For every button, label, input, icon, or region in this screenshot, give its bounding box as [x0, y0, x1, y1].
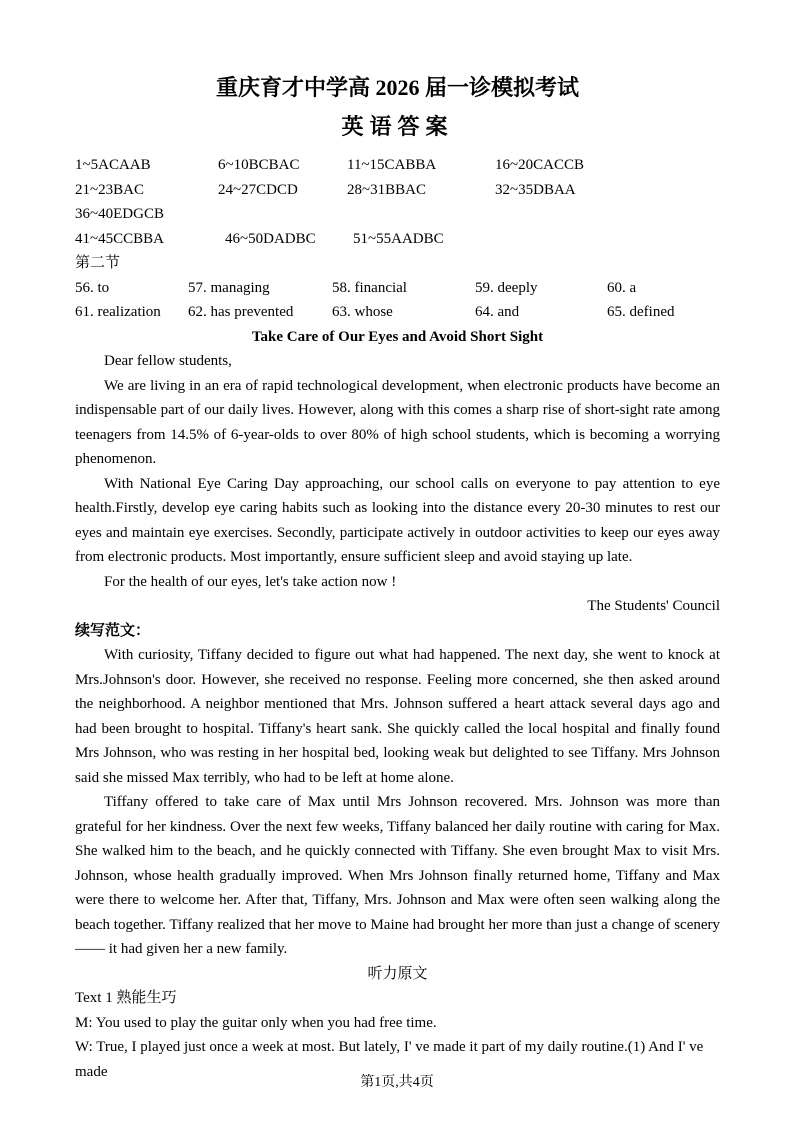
- answer-item: 59. deeply: [475, 279, 538, 296]
- answer-item: 61. realization: [75, 304, 161, 320]
- answer-range: 11~15CABBA: [347, 157, 437, 173]
- continuation-paragraph: Tiffany offered to take care of Max until Mrs Johnson recovered. Mrs. Johnson was more than grateful for her kindness. Over the next few weeks, Tiffany balanced her daily routine with caring for Max. She walked him to the beach, and he quickly connected with Tiffany. She even brought Max to visit Mrs. Johnson, whose health gradually improved. When Mrs Johnson finally returned home, Tiffany and Max were there to welcome her. After that, Tiffany, Mrs. Johnson and Max were often seen walking along the beach together. Tiffany realized that her move to Maine had brought her more than just a change of scenery—— it had given her a new family.: [75, 794, 720, 957]
- answer-row: [75, 227, 720, 252]
- essay-salutation: Dear fellow students,: [104, 353, 232, 369]
- listening-line-w: W: True, I played just once a week at most. But lately, I' ve made it part of my daily routine.(1) And I' ve made: [75, 1039, 704, 1080]
- answer-range: 1~5ACAAB: [75, 157, 151, 173]
- answer-range: 51~55AADBC: [353, 230, 444, 247]
- answer-row: [75, 178, 720, 203]
- answer-range: 32~35DBAA: [495, 181, 576, 198]
- answer-range: 28~31BBAC: [347, 181, 426, 198]
- essay-paragraph: With National Eye Caring Day approaching, our school calls on everyone to pay attention to eye health.Firstly, develop eye caring habits such as looking into the distance every 20-30 minutes to rest our eyes and maintain eye exercises. Secondly, participate actively in outdoor activities to keep our eyes away from electronic products. Most importantly, ensure sufficient sleep and avoid staying up late.: [75, 475, 720, 565]
- page-title: 重庆育才中学高 2026 届一诊模拟考试: [215, 75, 579, 100]
- answer-row: [75, 276, 720, 301]
- answer-range: 24~27CDCD: [218, 181, 298, 198]
- fill-answers-block: [75, 276, 720, 325]
- answer-range: 21~23BAC: [75, 181, 144, 198]
- answer-item: 64. and: [475, 304, 520, 320]
- listening-heading: 听力原文: [367, 965, 428, 982]
- section2-label: 第二节: [75, 255, 121, 271]
- answer-item: 65. defined: [607, 304, 675, 320]
- answer-item: 58. financial: [332, 279, 407, 296]
- choice-answers-block: [75, 153, 720, 251]
- answer-range: 41~45CCBBA: [75, 230, 164, 247]
- listening-line-m: M: You used to play the guitar only when you had free time.: [75, 1014, 437, 1031]
- page-subtitle: 英语答案: [341, 114, 454, 139]
- essay-paragraph: We are living in an era of rapid technological development, when electronic products have become an indispensable part of our daily lives. However, along with this comes a sharp rise of short-sight rate among teenagers from 14.5% of 6-year-olds to over 80% of high school students, which is becoming a worrying phenomenon.: [75, 377, 720, 467]
- essay-title: Take Care of Our Eyes and Avoid Short Sight: [251, 328, 544, 345]
- answer-row: [75, 300, 720, 325]
- essay-closing: For the health of our eyes, let's take action now !: [104, 573, 397, 590]
- answer-range: 36~40EDGCB: [75, 206, 164, 222]
- listening-text1-label: Text 1 熟能生巧: [75, 990, 177, 1006]
- answer-item: 57. managing: [188, 279, 270, 296]
- essay-signature: The Students' Council: [587, 598, 720, 614]
- continuation-paragraph: With curiosity, Tiffany decided to figure out what had happened. The next day, she went to knock at Mrs.Johnson's door. However, she received no response. Feeling more concerned, she then asked around the neighborhood. A neighbor mentioned that Mrs. Johnson suffered a heart attack several days ago and had been brought to hospital. Tiffany's heart sank. She quickly called the local hospital and finally found Mrs Johnson, who was resting in her hospital bed, looking weak but delighted to see Tiffany. Mrs Johnson said she missed Max terribly, who had to be left at home alone.: [75, 647, 720, 786]
- answer-range: 6~10BCBAC: [218, 157, 300, 173]
- page-number: 第1页,共4页: [360, 1075, 434, 1090]
- answer-range: 46~50DADBC: [225, 230, 316, 247]
- answer-row: [75, 153, 720, 178]
- answer-row: [75, 202, 720, 227]
- answer-item: 60. a: [607, 279, 637, 296]
- answer-item: 63. whose: [332, 304, 393, 320]
- answer-item: 56. to: [75, 279, 110, 296]
- continuation-label: 续写范文：: [75, 622, 151, 639]
- answer-item: 62. has prevented: [188, 304, 294, 320]
- answer-range: 16~20CACCB: [495, 157, 584, 173]
